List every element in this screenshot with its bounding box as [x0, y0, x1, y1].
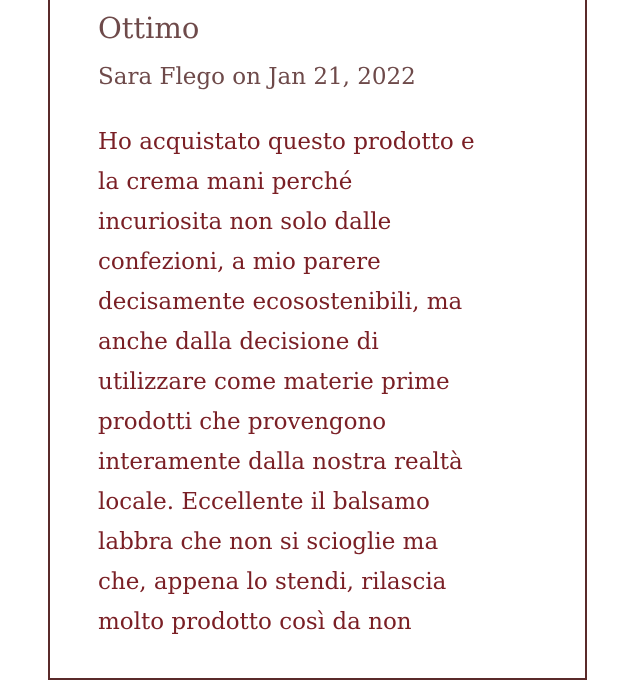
review-body-line: interamente dalla nostra realtà [98, 449, 463, 475]
review-body-line: la crema mani perché [98, 169, 353, 195]
review-body-line: che, appena lo stendi, rilascia [98, 569, 447, 595]
review-body-line: incuriosita non solo dalle [98, 209, 392, 235]
review-title: Ottimo [98, 11, 200, 45]
review-body-line: Ho acquistato questo prodotto e [98, 129, 475, 155]
review-body [98, 122, 568, 642]
review-body-line: prodotti che provengono [98, 409, 387, 435]
review-body-line: anche dalla decisione di [98, 329, 379, 355]
review-body-line: locale. Eccellente il balsamo [98, 489, 430, 515]
review-body-line: utilizzare come materie prime [98, 369, 450, 395]
review-body-line: labbra che non si scioglie ma [98, 529, 439, 555]
review-body-line: decisamente ecosostenibili, ma [98, 289, 463, 315]
review-body-line: confezioni, a mio parere [98, 249, 381, 275]
review-author-date: Sara Flego on Jan 21, 2022 [98, 64, 416, 90]
review-body-line: molto prodotto così da non [98, 609, 412, 635]
